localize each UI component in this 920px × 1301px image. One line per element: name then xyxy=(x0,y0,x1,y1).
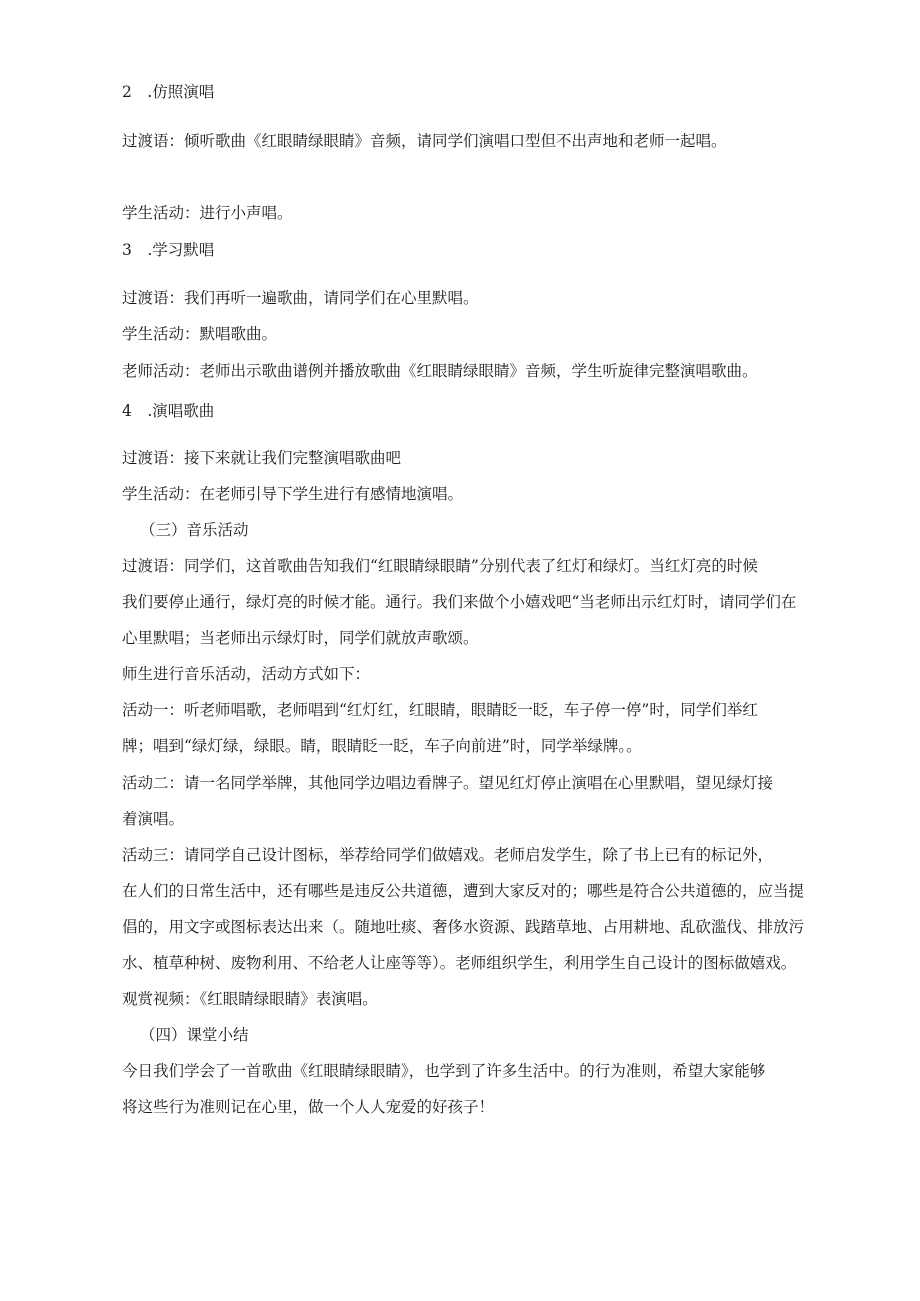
paragraph-line: 过渡语：我们再听一遍歌曲，请同学们在心里默唱。 xyxy=(122,289,479,307)
paragraph-line: 师生进行音乐活动，活动方式如下： xyxy=(122,665,371,683)
paragraph-line: 倡的，用文字或图标表达出来（。随地吐痰、奢侈水资源、践踏草地、占用耕地、乱砍滥伐、排放污 xyxy=(122,918,805,936)
paragraph-line: 活动二：请一名同学举牌，其他同学边唱边看牌子。望见红灯停止演唱在心里默唱，望见绿灯接 xyxy=(122,774,774,792)
section-heading-music-activity: （三）音乐活动 xyxy=(140,521,249,539)
paragraph-line: 牌；唱到“绿灯绿，绿眼。睛，眼睛眨一眨，车子向前进”时，同学举绿牌。。 xyxy=(122,737,642,755)
paragraph-line: 我们要停止通行，绿灯亮的时候才能。通行。我们来做个小嬉戏吧“当老师出示红灯时，请同学们在 xyxy=(122,593,797,611)
paragraph-line: 今日我们学会了一首歌曲《红眼睛绿眼睛》，也学到了许多生活中。的行为准则，希望大家能够 xyxy=(122,1062,766,1080)
paragraph-line: 学生活动：默唱歌曲。 xyxy=(122,325,278,343)
paragraph-line: 活动一：听老师唱歌，老师唱到“红灯红，红眼睛，眼睛眨一眨，车子停一停”时，同学们举红 xyxy=(122,701,758,719)
paragraph-line: 将这些行为准则记在心里，做一个人人宠爱的好孩子！ xyxy=(122,1098,495,1116)
heading-imitate-singing: 2 .仿照演唱 xyxy=(122,83,215,101)
paragraph-line: 学生活动：进行小声唱。 xyxy=(122,204,293,222)
paragraph-line: 着演唱。 xyxy=(122,810,185,828)
paragraph-line: 过渡语：同学们，这首歌曲告知我们“红眼睛绿眼睛”分别代表了红灯和绿灯。当红灯亮的时候 xyxy=(122,557,758,575)
heading-sing-song: 4 .演唱歌曲 xyxy=(122,402,215,420)
heading-silent-singing: 3 .学习默唱 xyxy=(122,241,215,259)
paragraph-line: 观赏视频：《红眼睛绿眼睛》表演唱。 xyxy=(122,990,378,1008)
paragraph-line: 过渡语：倾听歌曲《红眼睛绿眼睛》音频，请同学们演唱口型但不出声地和老师一起唱。 xyxy=(122,132,727,150)
section-heading-class-summary: （四）课堂小结 xyxy=(140,1026,249,1044)
paragraph-line: 在人们的日常生活中，还有哪些是违反公共道德，遭到大家反对的；哪些是符合公共道德的，应当提 xyxy=(122,882,805,900)
paragraph-line: 心里默唱；当老师出示绿灯时，同学们就放声歌颂。 xyxy=(122,629,479,647)
paragraph-line: 老师活动：老师出示歌曲谱例并播放歌曲《红眼睛绿眼睛》音频，学生听旋律完整演唱歌曲。 xyxy=(122,362,758,380)
paragraph-line: 学生活动：在老师引导下学生进行有感情地演唱。 xyxy=(122,485,464,503)
paragraph-line: 水、植草种树、废物利用、不给老人让座等等）。老师组织学生，利用学生自己设计的图标做嬉戏。 xyxy=(122,954,797,972)
paragraph-line: 活动三：请同学自己设计图标，举荐给同学们做嬉戏。老师启发学生，除了书上已有的标记外， xyxy=(122,846,774,864)
paragraph-line: 过渡语：接下来就让我们完整演唱歌曲吧 xyxy=(122,449,402,467)
